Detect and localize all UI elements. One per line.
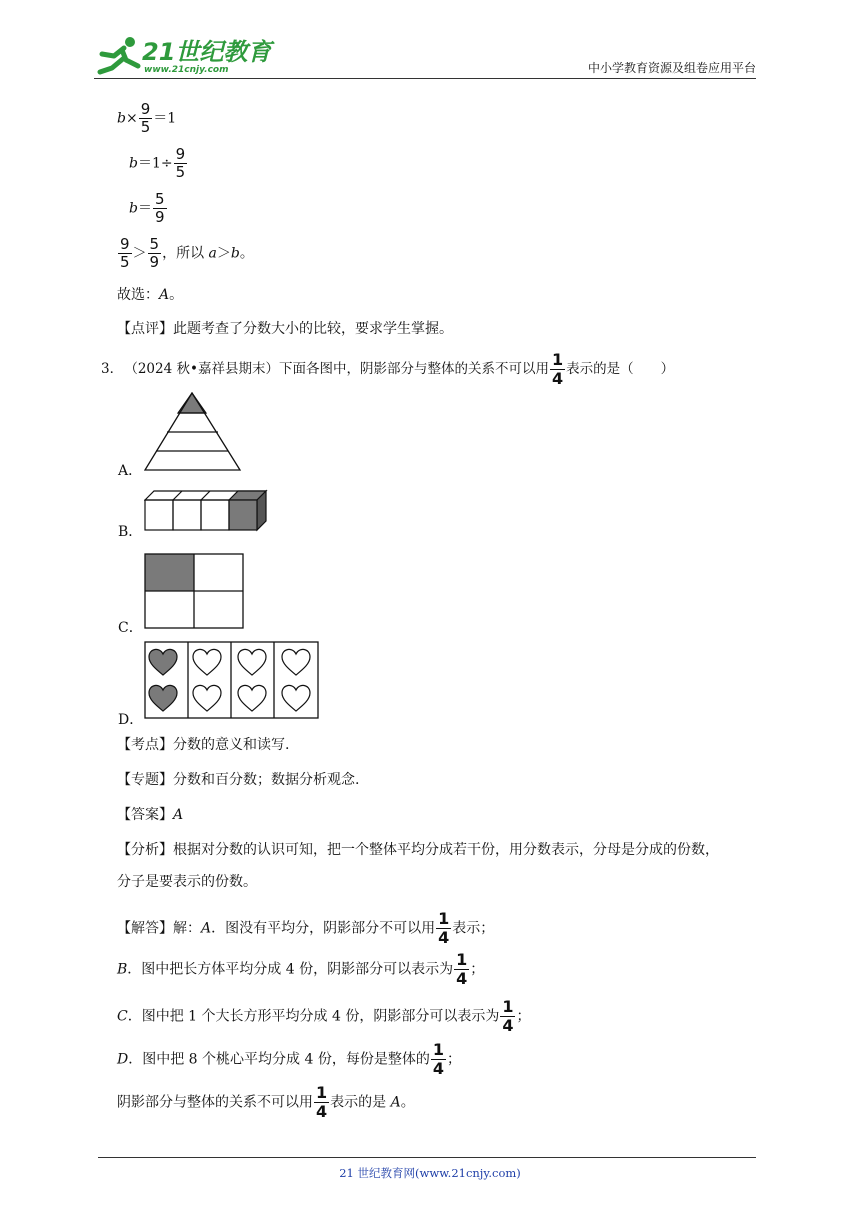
equation-1 — [117, 102, 176, 135]
numerator: 1 — [432, 1040, 444, 1059]
fenxi-line-1 — [117, 843, 719, 857]
jieda-text: ．图中把 1 个大长方形平均分成 4 份，阴影部分可以表示为 — [127, 1008, 500, 1025]
option-letter: A — [201, 920, 212, 937]
jieda-line-4 — [117, 1042, 461, 1077]
question-3 — [101, 352, 674, 387]
jieda-text: 阴影部分与整体的关系不可以用 — [117, 1094, 313, 1111]
fenxi-line-2: 分子是要表示的份数。 — [117, 874, 257, 890]
denominator: 5 — [140, 118, 151, 136]
option-a-label: A． — [118, 463, 143, 479]
jieda-text: ； — [470, 961, 485, 978]
fraction — [174, 147, 188, 180]
jieda-text: 表示的是 — [330, 1094, 391, 1111]
answer-tag: 【答案】 — [117, 807, 173, 823]
jieda-line-5 — [117, 1085, 415, 1120]
period: 。 — [169, 287, 184, 303]
header-platform-text: 中小学教育资源及组卷应用平台 — [587, 61, 756, 75]
eq-rhs: ＝1 — [153, 110, 177, 127]
option-c-rectangle-figure — [144, 553, 245, 629]
option-letter: A — [390, 1094, 401, 1111]
option-letter: C — [117, 1008, 128, 1025]
compare-tail: ，所以 — [162, 245, 209, 262]
eq-mid: ＝ — [137, 200, 152, 217]
fraction — [153, 192, 167, 225]
fraction — [314, 1085, 329, 1120]
jieda-text: 表示； — [452, 920, 495, 937]
comment-text: 此题考查了分数大小的比较，要求学生掌握。 — [173, 321, 453, 337]
var-b: b — [129, 200, 138, 217]
jieda-tag: 【解答】 — [117, 920, 173, 937]
option-letter: B — [117, 961, 128, 978]
option-b-label: B． — [118, 524, 143, 540]
numerator: 1 — [502, 997, 514, 1016]
jieda-text: ．图没有平均分，阴影部分不可以用 — [211, 920, 436, 937]
denominator: 4 — [551, 369, 564, 388]
zhuanti-text: 分数和百分数；数据分析观念. — [173, 772, 360, 788]
numerator: 9 — [140, 100, 151, 118]
logo-text: 21世纪教育 — [142, 38, 272, 66]
option-d-label: D． — [118, 712, 144, 728]
denominator: 4 — [502, 1016, 514, 1035]
zhuanti-line — [117, 773, 359, 787]
eq-mid: ＝1÷ — [137, 155, 173, 172]
denominator: 5 — [120, 253, 130, 271]
var-b: b — [117, 110, 126, 127]
gt-sign: ＞ — [216, 245, 231, 262]
option-letter: D — [117, 1051, 129, 1068]
equation-2 — [129, 147, 188, 180]
fenxi-tag: 【分析】 — [117, 842, 173, 858]
option-c-label: C． — [118, 620, 143, 636]
period: 。 — [239, 245, 254, 262]
footer-rule — [98, 1157, 756, 1158]
denominator: 5 — [175, 163, 186, 181]
jieda-text: 解： — [173, 920, 201, 937]
answer-line — [117, 808, 183, 822]
kaodian-line — [117, 738, 289, 752]
denominator: 9 — [154, 208, 165, 226]
fraction — [436, 911, 451, 946]
fraction — [454, 952, 469, 987]
numerator: 9 — [120, 235, 130, 253]
choice-label: 故选： — [117, 287, 159, 303]
fraction — [431, 1042, 446, 1077]
fraction — [500, 999, 515, 1034]
choice-line — [117, 288, 183, 302]
jieda-text: ； — [516, 1008, 531, 1025]
footer-text: 21 世纪教育网(www.21cnjy.com) — [339, 1166, 521, 1180]
fenxi-text: 根据对分数的认识可知，把一个整体平均分成若干份，用分数表示，分母是分成的份数， — [173, 842, 719, 858]
var-b: b — [129, 155, 138, 172]
equation-3 — [129, 192, 168, 225]
numerator: 5 — [154, 190, 165, 208]
denominator: 9 — [149, 253, 160, 271]
times-sign: × — [125, 110, 138, 127]
numerator: 1 — [316, 1083, 328, 1102]
fraction — [148, 237, 162, 270]
kaodian-text: 分数的意义和读写. — [173, 737, 290, 753]
runner-logo-icon — [94, 36, 146, 76]
kaodian-tag: 【考点】 — [117, 737, 173, 753]
option-b-cuboid-figure — [144, 489, 269, 533]
zhuanti-tag: 【专题】 — [117, 772, 173, 788]
jieda-text: ．图中把 8 个桃心平均分成 4 份，每份是整体的 — [128, 1051, 430, 1068]
question-number: 3． — [101, 361, 124, 377]
denominator: 4 — [456, 969, 468, 988]
answer-value: A — [173, 807, 184, 823]
denominator: 4 — [316, 1102, 328, 1121]
fraction — [139, 102, 153, 135]
header-rule — [94, 78, 756, 79]
choice-value: A — [159, 287, 170, 303]
question-prefix: （2024 秋•嘉祥县期末）下面各图中，阴影部分与整体的关系不可以用 — [131, 361, 549, 377]
var-a: a — [208, 245, 217, 262]
fraction — [550, 352, 565, 387]
numerator: 1 — [456, 950, 468, 969]
gt-sign: ＞ — [132, 245, 147, 262]
jieda-line-1 — [117, 911, 494, 946]
jieda-line-2 — [117, 952, 484, 987]
comment-line — [117, 322, 453, 336]
jieda-text: 。 — [400, 1094, 415, 1111]
jieda-text: ．图中把长方体平均分成 4 份，阴影部分可以表示为 — [127, 961, 454, 978]
numerator: 1 — [438, 909, 450, 928]
fraction — [118, 237, 132, 270]
option-a-pyramid-figure — [144, 392, 242, 472]
numerator: 9 — [175, 145, 186, 163]
comparison-line — [117, 237, 254, 270]
logo-url: www.21cnjy.com — [144, 65, 229, 75]
denominator: 4 — [432, 1059, 444, 1078]
numerator: 1 — [551, 350, 564, 369]
jieda-line-3 — [117, 999, 530, 1034]
numerator: 5 — [149, 235, 160, 253]
denominator: 4 — [438, 928, 450, 947]
header — [0, 0, 860, 80]
comment-tag: 【点评】 — [117, 321, 173, 337]
question-suffix: 表示的是（ ） — [566, 361, 675, 377]
option-d-hearts-figure — [144, 641, 320, 721]
jieda-text: ； — [447, 1051, 461, 1068]
var-b: b — [230, 245, 240, 262]
